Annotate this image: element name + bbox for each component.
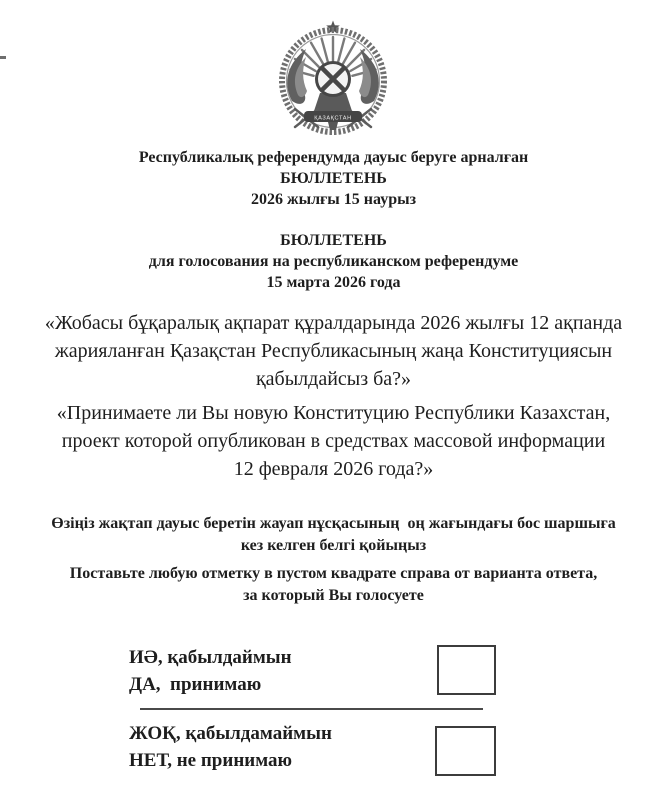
ballot-title-kazakh-line3: 2026 жылғы 15 наурыз — [250, 191, 417, 208]
kazakhstan-emblem-icon — [268, 18, 398, 138]
emblem-banner-text: ҚАЗАҚСТАН — [314, 115, 352, 122]
voting-instruction-russian — [0, 563, 667, 607]
question-kazakh-line1: «Жобасы бұқаралық ақпарат құралдарында 2026 жылғы 12 ақпанда — [44, 312, 623, 334]
option-yes-label — [129, 644, 292, 698]
ballot-title-kazakh — [0, 147, 667, 210]
option-no-label — [129, 720, 332, 774]
question-kazakh-line3: қабылдайсыз ба?» — [255, 368, 412, 390]
ballot-title-russian-line3: 15 марта 2026 года — [266, 274, 401, 291]
ballot-title-russian-line2: для голосования на республиканском референдуме — [148, 253, 519, 270]
no-checkbox[interactable] — [435, 726, 496, 776]
instruction-kazakh-line1: Өзіңіз жақтап дауыс беретін жауап нұсқасының оң жағындағы бос шаршыға — [51, 515, 616, 532]
ballot-title-russian — [0, 230, 667, 293]
ballot-title-russian-line1: БЮЛЛЕТЕНЬ — [280, 232, 387, 249]
option-yes-label-russian: ДА, принимаю — [129, 674, 262, 695]
referendum-question-russian — [0, 399, 667, 483]
question-russian-line3: 12 февраля 2026 года?» — [233, 458, 434, 480]
option-yes-label-kazakh: ИӘ, қабылдаймын — [129, 647, 292, 668]
question-russian-line1: «Принимаете ли Вы новую Конституцию Республики Казахстан, — [56, 402, 611, 424]
question-russian-line2: проект которой опубликован в средствах массовой информации — [61, 430, 606, 452]
voting-instruction-kazakh — [0, 513, 667, 557]
instruction-kazakh-line2: кез келген белгі қойыңыз — [240, 537, 427, 554]
option-no-label-kazakh: ЖОҚ, қабылдамаймын — [129, 723, 332, 744]
question-kazakh-line2: жарияланған Қазақстан Республикасының жаңа Конституциясын — [54, 340, 613, 362]
options-divider — [140, 708, 483, 710]
ballot-title-kazakh-line1: Республикалық референдумда дауыс беруге арналған — [138, 149, 529, 166]
ballot-title-kazakh-line2: БЮЛЛЕТЕНЬ — [280, 170, 387, 187]
instruction-russian-line1: Поставьте любую отметку в пустом квадрате справа от варианта ответа, — [69, 565, 598, 582]
scan-artifact-mark — [0, 56, 6, 59]
referendum-question-kazakh — [0, 309, 667, 393]
instruction-russian-line2: за который Вы голосуете — [243, 587, 424, 604]
yes-checkbox[interactable] — [437, 645, 496, 695]
option-no-label-russian: НЕТ, не принимаю — [129, 750, 293, 771]
